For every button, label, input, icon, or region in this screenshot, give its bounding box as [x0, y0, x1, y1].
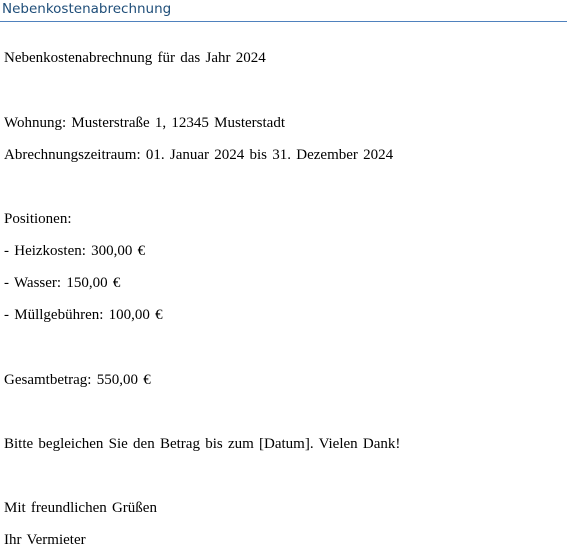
billing-period-line: Abrechnungszeitraum: 01. Januar 2024 bis 31. Dezember 2024 [4, 147, 394, 163]
signature-line: Ihr Vermieter [4, 532, 86, 548]
payment-request-line: Bitte begleichen Sie den Betrag bis zum [Datum]. Vielen Dank! [4, 436, 401, 452]
positions-label: Positionen: [4, 211, 72, 227]
total-amount-line: Gesamtbetrag: 550,00 € [4, 372, 151, 388]
header-title: Nebenkostenabrechnung [2, 1, 172, 17]
closing-line: Mit freundlichen Grüßen [4, 500, 157, 516]
position-item-waste: - Müllgebühren: 100,00 € [4, 307, 163, 323]
document-header [0, 0, 567, 22]
apartment-line: Wohnung: Musterstraße 1, 12345 Musterstadt [4, 115, 286, 131]
position-item-water: - Wasser: 150,00 € [4, 275, 121, 291]
position-item-heating: - Heizkosten: 300,00 € [4, 243, 146, 259]
document-heading: Nebenkostenabrechnung für das Jahr 2024 [4, 50, 266, 66]
